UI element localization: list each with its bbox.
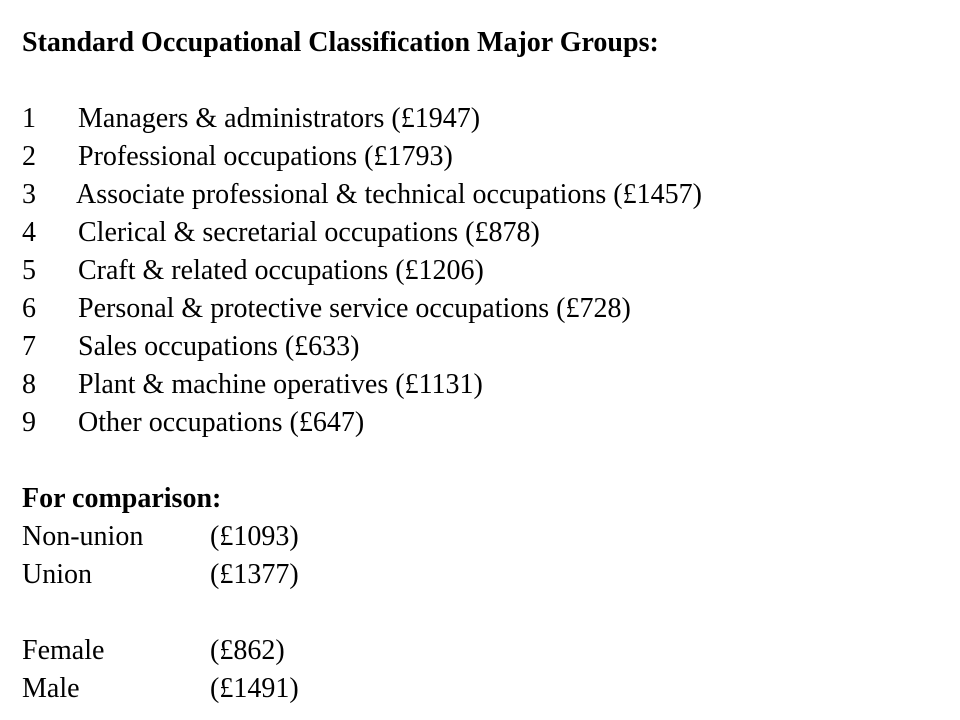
- list-item: [22, 138, 942, 176]
- comparison-row: [22, 670, 942, 708]
- group-number: 5: [22, 255, 36, 286]
- comparison-row: [22, 518, 942, 556]
- comparison-value: (£862): [210, 635, 285, 666]
- group-text: Managers & administrators (£1947): [78, 103, 481, 134]
- comparison-value: (£1093): [210, 521, 299, 552]
- group-text: Clerical & secretarial occupations (£878): [78, 217, 540, 248]
- group-number: 6: [22, 293, 36, 324]
- page-title: Standard Occupational Classification Major Groups:: [22, 27, 659, 58]
- group-text: Sales occupations (£633): [78, 331, 360, 362]
- list-item: [22, 290, 942, 328]
- group-number: 3: [22, 179, 36, 210]
- group-number: 4: [22, 217, 36, 248]
- list-item: [22, 214, 942, 252]
- group-number: 1: [22, 103, 36, 134]
- group-number: 8: [22, 369, 36, 400]
- comparison-label: Non-union: [22, 521, 144, 552]
- comparison-heading: For comparison:: [22, 483, 222, 514]
- comparison-label: Female: [22, 635, 105, 666]
- group-number: 7: [22, 331, 36, 362]
- list-item: [22, 328, 942, 366]
- group-text: Personal & protective service occupations (£728): [78, 293, 631, 324]
- list-item: [22, 366, 942, 404]
- group-text: Craft & related occupations (£1206): [78, 255, 484, 286]
- slide-content: [22, 24, 942, 708]
- list-item: [22, 404, 942, 442]
- group-text: Other occupations (£647): [78, 407, 365, 438]
- list-item: [22, 100, 942, 138]
- comparison-value: (£1491): [210, 673, 299, 704]
- group-text: Associate professional & technical occupations (£1457): [76, 179, 702, 210]
- comparison-row: [22, 556, 942, 594]
- comparison-label: Male: [22, 673, 80, 704]
- comparison-label: Union: [22, 559, 92, 590]
- spacer: [22, 442, 942, 480]
- group-number: 9: [22, 407, 36, 438]
- group-number: 2: [22, 141, 36, 172]
- group-text: Professional occupations (£1793): [78, 141, 453, 172]
- spacer: [22, 594, 942, 632]
- comparison-value: (£1377): [210, 559, 299, 590]
- group-text: Plant & machine operatives (£1131): [78, 369, 483, 400]
- list-item: [22, 176, 942, 214]
- comparison-row: [22, 632, 942, 670]
- spacer: [22, 62, 942, 100]
- list-item: [22, 252, 942, 290]
